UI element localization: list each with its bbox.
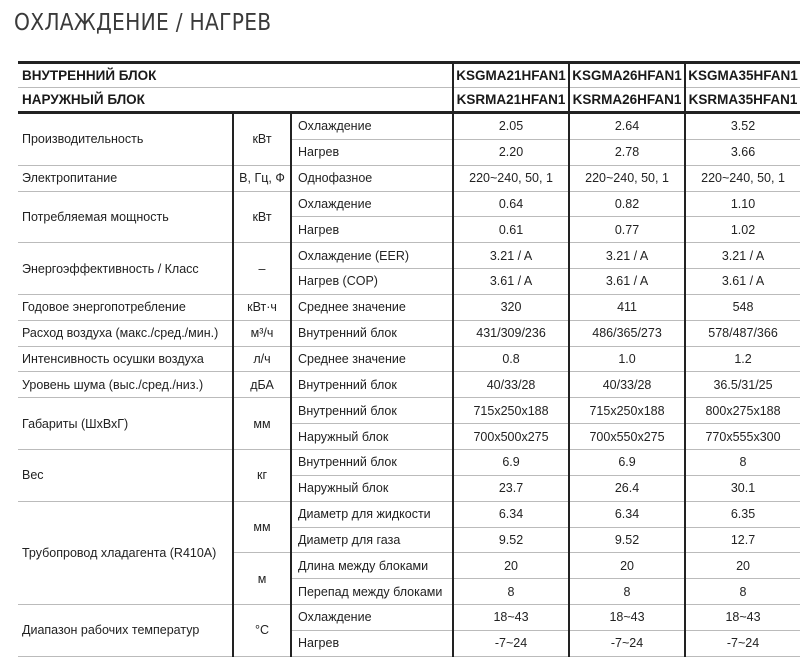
header-label: ВНУТРЕННИЙ БЛОК (18, 63, 453, 88)
value-cell: 431/309/236 (453, 320, 569, 346)
unit-cell: л/ч (233, 346, 291, 372)
value-cell: 700x550x275 (569, 424, 685, 450)
model-cell: KSRMA21HFAN1 (453, 88, 569, 113)
unit-cell: дБА (233, 372, 291, 398)
table-row (18, 346, 800, 372)
value-cell: 3.66 (685, 139, 800, 165)
value-cell: -7~24 (453, 630, 569, 656)
sub-parameter-label: Диаметр для газа (291, 527, 453, 553)
table-row (18, 320, 800, 346)
parameter-label: Производительность (18, 113, 233, 166)
sub-parameter-label: Диаметр для жидкости (291, 501, 453, 527)
value-cell: 715x250x188 (569, 398, 685, 424)
value-cell: 548 (685, 294, 800, 320)
parameter-label: Годовое энергопотребление (18, 294, 233, 320)
page-title: ОХЛАЖДЕНИЕ / НАГРЕВ (14, 10, 272, 36)
sub-parameter-label: Нагрев (291, 630, 453, 656)
value-cell: 3.21 / A (453, 243, 569, 269)
unit-cell: м (233, 553, 291, 605)
model-cell: KSRMA26HFAN1 (569, 88, 685, 113)
parameter-label: Электропитание (18, 165, 233, 191)
value-cell: 8 (569, 579, 685, 605)
sub-parameter-label: Внутренний блок (291, 372, 453, 398)
value-cell: 36.5/31/25 (685, 372, 800, 398)
value-cell: 220~240, 50, 1 (685, 165, 800, 191)
sub-parameter-label: Охлаждение (291, 191, 453, 217)
value-cell: 3.61 / A (569, 269, 685, 295)
table-row (18, 449, 800, 475)
table-row (18, 113, 800, 140)
unit-cell: кВт (233, 113, 291, 166)
table-row (18, 605, 800, 631)
value-cell: 2.05 (453, 113, 569, 140)
value-cell: 3.61 / A (685, 269, 800, 295)
value-cell: -7~24 (569, 630, 685, 656)
value-cell: 20 (685, 553, 800, 579)
value-cell: 715x250x188 (453, 398, 569, 424)
parameter-label: Уровень шума (выс./сред./низ.) (18, 372, 233, 398)
unit-cell: В, Гц, Ф (233, 165, 291, 191)
unit-cell: кВт (233, 191, 291, 243)
parameter-label: Энергоэффективность / Класс (18, 243, 233, 295)
sub-parameter-label: Охлаждение (EER) (291, 243, 453, 269)
value-cell: 220~240, 50, 1 (569, 165, 685, 191)
value-cell: 30.1 (685, 475, 800, 501)
value-cell: 18~43 (453, 605, 569, 631)
sub-parameter-label: Среднее значение (291, 294, 453, 320)
spec-table (18, 61, 800, 657)
value-cell: 1.0 (569, 346, 685, 372)
value-cell: 1.02 (685, 217, 800, 243)
value-cell: 18~43 (685, 605, 800, 631)
parameter-label: Габариты (ШхВхГ) (18, 398, 233, 450)
table-row (18, 372, 800, 398)
model-cell: KSGMA21HFAN1 (453, 63, 569, 88)
table-row (18, 191, 800, 217)
sub-parameter-label: Внутренний блок (291, 398, 453, 424)
sub-parameter-label: Нагрев (291, 217, 453, 243)
value-cell: 9.52 (453, 527, 569, 553)
sub-parameter-label: Среднее значение (291, 346, 453, 372)
value-cell: 8 (685, 449, 800, 475)
unit-cell: кг (233, 449, 291, 501)
model-cell: KSGMA26HFAN1 (569, 63, 685, 88)
value-cell: 700x500x275 (453, 424, 569, 450)
value-cell: 320 (453, 294, 569, 320)
value-cell: 40/33/28 (569, 372, 685, 398)
unit-cell: °C (233, 605, 291, 657)
sub-parameter-label: Охлаждение (291, 113, 453, 140)
value-cell: 20 (569, 553, 685, 579)
header-row-indoor (18, 63, 800, 88)
sub-parameter-label: Нагрев (291, 139, 453, 165)
model-cell: KSGMA35HFAN1 (685, 63, 800, 88)
value-cell: 6.34 (453, 501, 569, 527)
value-cell: 800x275x188 (685, 398, 800, 424)
table-row (18, 398, 800, 424)
parameter-label: Трубопровод хладагента (R410A) (18, 501, 233, 604)
sub-parameter-label: Внутренний блок (291, 320, 453, 346)
value-cell: -7~24 (685, 630, 800, 656)
sub-parameter-label: Внутренний блок (291, 449, 453, 475)
value-cell: 0.8 (453, 346, 569, 372)
value-cell: 6.9 (453, 449, 569, 475)
table-row (18, 165, 800, 191)
value-cell: 2.64 (569, 113, 685, 140)
header-row-outdoor (18, 88, 800, 113)
value-cell: 3.21 / A (569, 243, 685, 269)
value-cell: 0.82 (569, 191, 685, 217)
model-cell: KSRMA35HFAN1 (685, 88, 800, 113)
value-cell: 6.9 (569, 449, 685, 475)
value-cell: 6.35 (685, 501, 800, 527)
value-cell: 770x555x300 (685, 424, 800, 450)
value-cell: 6.34 (569, 501, 685, 527)
parameter-label: Расход воздуха (макс./сред./мин.) (18, 320, 233, 346)
sub-parameter-label: Нагрев (COP) (291, 269, 453, 295)
value-cell: 0.61 (453, 217, 569, 243)
value-cell: 1.2 (685, 346, 800, 372)
unit-cell: мм (233, 501, 291, 553)
value-cell: 12.7 (685, 527, 800, 553)
unit-cell: мм (233, 398, 291, 450)
table-row (18, 294, 800, 320)
value-cell: 411 (569, 294, 685, 320)
value-cell: 26.4 (569, 475, 685, 501)
parameter-label: Интенсивность осушки воздуха (18, 346, 233, 372)
parameter-label: Вес (18, 449, 233, 501)
value-cell: 3.52 (685, 113, 800, 140)
value-cell: 1.10 (685, 191, 800, 217)
parameter-label: Диапазон рабочих температур (18, 605, 233, 657)
value-cell: 0.64 (453, 191, 569, 217)
unit-cell: кВт·ч (233, 294, 291, 320)
sub-parameter-label: Охлаждение (291, 605, 453, 631)
value-cell: 0.77 (569, 217, 685, 243)
table-row (18, 243, 800, 269)
value-cell: 8 (453, 579, 569, 605)
value-cell: 40/33/28 (453, 372, 569, 398)
value-cell: 20 (453, 553, 569, 579)
value-cell: 2.78 (569, 139, 685, 165)
value-cell: 486/365/273 (569, 320, 685, 346)
sub-parameter-label: Наружный блок (291, 475, 453, 501)
value-cell: 3.61 / A (453, 269, 569, 295)
value-cell: 8 (685, 579, 800, 605)
sub-parameter-label: Длина между блоками (291, 553, 453, 579)
header-label: НАРУЖНЫЙ БЛОК (18, 88, 453, 113)
unit-cell: м³/ч (233, 320, 291, 346)
unit-cell: – (233, 243, 291, 295)
sub-parameter-label: Наружный блок (291, 424, 453, 450)
value-cell: 18~43 (569, 605, 685, 631)
value-cell: 2.20 (453, 139, 569, 165)
sub-parameter-label: Перепад между блоками (291, 579, 453, 605)
sub-parameter-label: Однофазное (291, 165, 453, 191)
value-cell: 9.52 (569, 527, 685, 553)
table-row (18, 501, 800, 527)
parameter-label: Потребляемая мощность (18, 191, 233, 243)
value-cell: 23.7 (453, 475, 569, 501)
value-cell: 220~240, 50, 1 (453, 165, 569, 191)
value-cell: 578/487/366 (685, 320, 800, 346)
value-cell: 3.21 / A (685, 243, 800, 269)
